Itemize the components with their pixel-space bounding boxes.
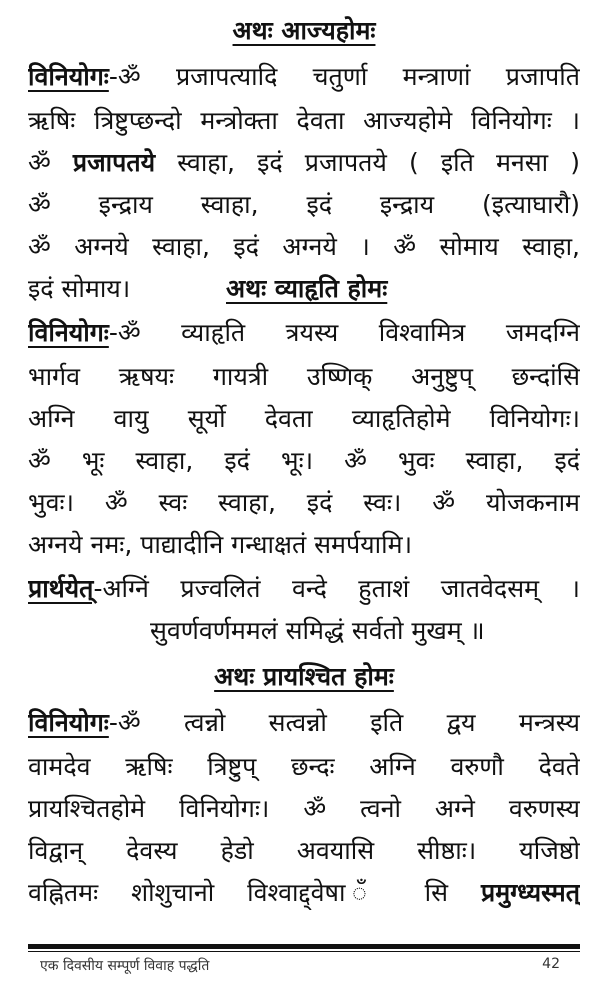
viniyoga-label: विनियोगः <box>28 318 109 347</box>
text-line: ऋषिः त्रिष्टुप्छन्दो मन्त्रोक्ता देवता आज्यहोमे विनियोगः । <box>28 106 580 135</box>
text-line: प्रायश्चितहोमे विनियोगः। ॐ त्वनो अग्ने वरुणस्य <box>28 794 580 823</box>
mantra-line: ॐ प्रजापतये स्वाहा, इदं प्रजापतये ( इति मनसा ) <box>28 148 580 177</box>
heading-vyahriti-homa: अथः व्याहृति होमः <box>226 274 388 303</box>
mantra-line: ॐ भूः स्वाहा, इदं भूः। ॐ भुवः स्वाहा, इदं <box>28 446 580 475</box>
viniyoga-label: विनियोगः <box>28 62 109 91</box>
mantra-line-with-heading: इदं सोमाय। अथः व्याहृति होमः <box>28 272 580 306</box>
mantra-line: ॐ इन्द्राय स्वाहा, इदं इन्द्राय (इत्याघारौ) <box>28 190 580 219</box>
text-line: वह्नितमः शोशुचानो विश्वाद्द्वेषा सि प्रमुग्ध्यस्मत् <box>28 878 580 907</box>
footer-book-title: एक दिवसीय सम्पूर्ण विवाह पद्धति <box>40 958 210 974</box>
text-line: भार्गव ऋषयः गायत्री उष्णिक् अनुष्टुप् छन्दांसि <box>28 362 580 391</box>
heading-prayaschit-homa: अथः प्रायश्चित होमः <box>214 662 394 691</box>
mantra-line: भुवः। ॐ स्वः स्वाहा, इदं स्वः। ॐ योजकनाम <box>28 488 580 517</box>
page-number: 42 <box>542 956 560 972</box>
text-line: अग्नि वायु सूर्यो देवता व्याहृतिहोमे विनियोगः। <box>28 404 580 433</box>
viniyoga-line-3: विनियोगः-ॐ त्वन्नो सत्वन्नो इति द्वय मन्त्रस्य <box>28 708 580 737</box>
viniyoga-line-1: विनियोगः-ॐ प्रजापत्यादि चतुर्णा मन्त्राणां प्रजापति <box>28 62 580 91</box>
prarthayet-line: प्रार्थयेत्-अग्निं प्रज्वलितं वन्दे हुताशं जातवेदसम् । <box>28 574 580 603</box>
viniyoga-line-2: विनियोगः-ॐ व्याहृति त्रयस्य विश्वामित्र जमदग्नि <box>28 318 580 347</box>
prarthayet-label: प्रार्थयेत् <box>28 574 94 603</box>
mantra-line: ॐ अग्नये स्वाहा, इदं अग्नये । ॐ सोमाय स्वाहा, <box>28 232 580 261</box>
verse-line: सुवर्णवर्णममलं समिद्धं सर्वतो मुखम् ॥ <box>150 616 485 645</box>
footer-rule <box>28 944 580 952</box>
heading-ajya-homa: अथः आज्यहोमः <box>232 16 376 45</box>
text-line: विद्वान् देवस्य हेडो अवयासि सीष्ठाः। यजिष्ठो <box>28 836 580 865</box>
viniyoga-label: विनियोगः <box>28 708 109 737</box>
text-line: वामदेव ऋषिः त्रिष्टुप् छन्दः अग्नि वरुणौ देवते <box>28 752 580 781</box>
text-line: अग्नये नमः, पाद्यादीनि गन्धाक्षतं समर्पयामि। <box>28 530 413 559</box>
